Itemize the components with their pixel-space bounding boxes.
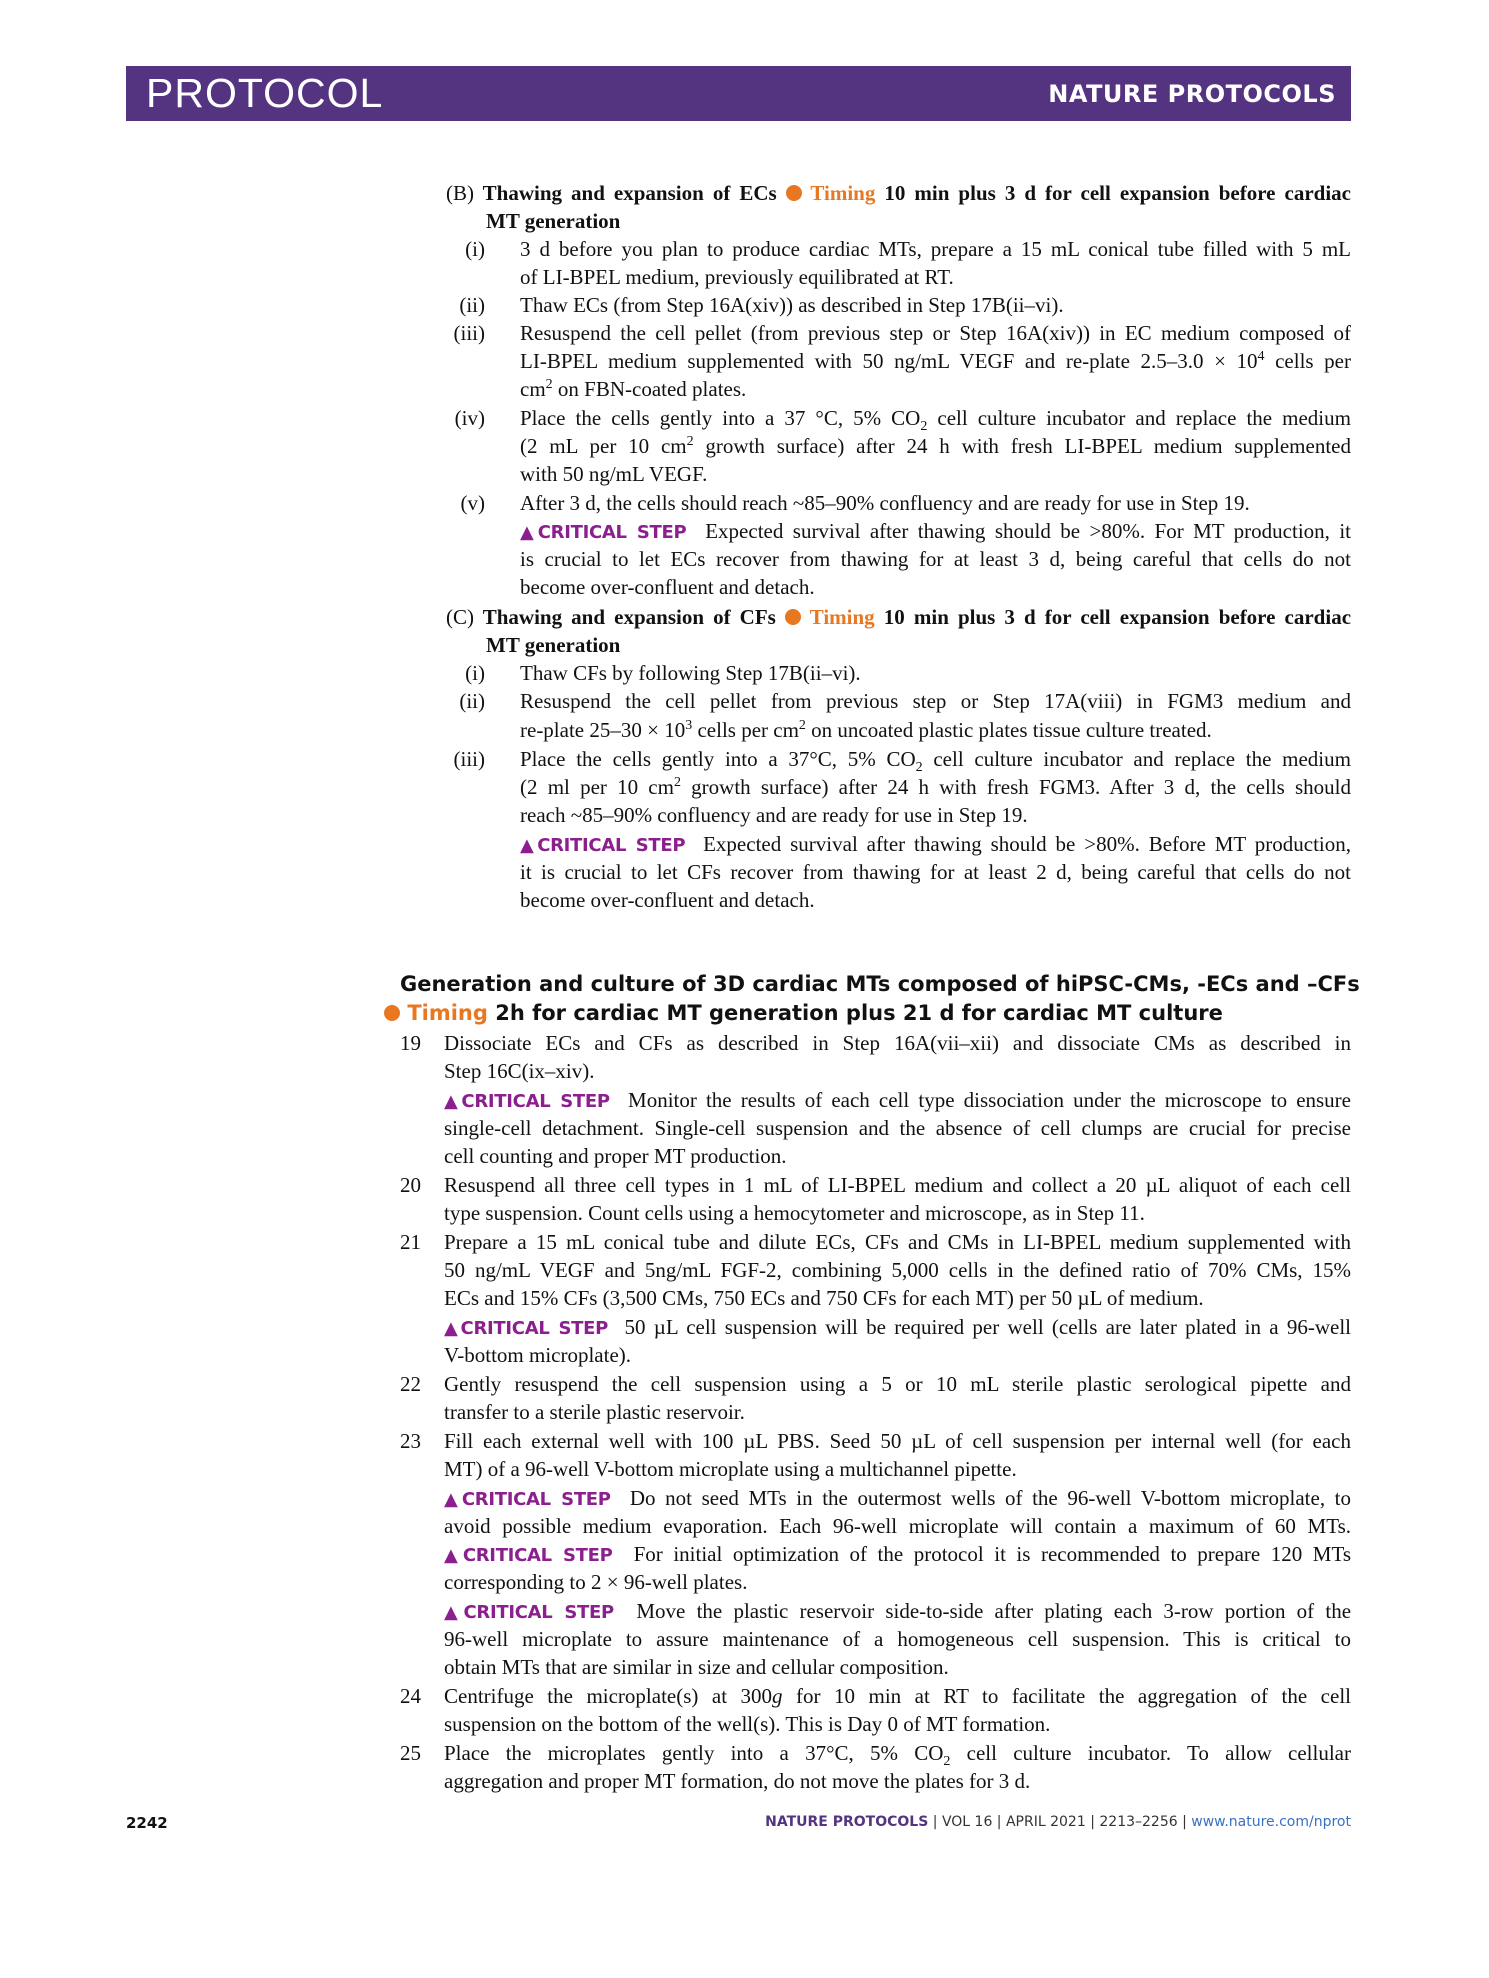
critical-step-line: ▲CRITICAL STEP Do not seed MTs in the outermost wells of the 96-well V-bottom microplate, to — [444, 1486, 1352, 1510]
step-line: 50 ng/mL VEGF and 5ng/mL FGF-2, combining 5,000 cells in the defined ratio of 70% CMs, 15% — [444, 1258, 1351, 1282]
step-line: become over-confluent and detach. — [520, 575, 815, 599]
timing-text: 2h for cardiac MT generation plus 21 d for cardiac MT culture — [495, 1001, 1223, 1025]
step-line: cell counting and proper MT production. — [444, 1144, 787, 1168]
part-title: Thawing and expansion of CFs — [482, 605, 776, 629]
step-num: (iii) — [453, 747, 485, 771]
timing-dot-icon — [785, 609, 801, 625]
footer-journal: NATURE PROTOCOLS — [765, 1814, 929, 1830]
step-num: (iv) — [454, 406, 485, 430]
step-line: become over-confluent and detach. — [520, 888, 815, 912]
timing-label: Timing — [810, 181, 876, 205]
step-line: of LI-BPEL medium, previously equilibrated at RT. — [520, 265, 954, 289]
timing-dot-icon — [786, 185, 802, 201]
step-number: 21 — [400, 1230, 421, 1254]
part-title: Thawing and expansion of ECs — [482, 181, 777, 205]
part-c-title-cont: MT generation — [486, 633, 621, 657]
step-line: (2 ml per 10 $cm^2$ growth surface) after 24 h with fresh FGM3. After 3 d, the cells should — [520, 775, 1351, 799]
part-b-title — [446, 179, 1351, 207]
section-label: PROTOCOL — [146, 70, 384, 116]
part-label: (C) — [446, 605, 474, 629]
timing-label: Timing — [809, 605, 875, 629]
timing-label: Timing — [407, 1001, 488, 1025]
step-line: LI-BPEL medium supplemented with 50 ng/mL VEGF and re-plate $2.5-3.0 \times 10^4$ cells per — [520, 349, 1351, 373]
critical-step-line: ▲CRITICAL STEP 50 µL cell suspension will be required per well (cells are later plated in a 96-well — [444, 1315, 1352, 1339]
step-line: 3 d before you plan to produce cardiac MTs, prepare a 15 mL conical tube filled with 5 mL — [520, 237, 1351, 261]
part-label: (B) — [446, 181, 474, 205]
step-line: Place the cells gently into a 37 °C, 5% $CO_2$ cell culture incubator and replace the medium — [520, 406, 1351, 435]
critical-step-label: ▲CRITICAL STEP — [444, 1489, 611, 1510]
step-line: aggregation and proper MT formation, do not move the plates for 3 d. — [444, 1769, 1031, 1793]
part-c-title — [446, 603, 1351, 631]
step-line: avoid possible medium evaporation. Each 96-well microplate will contain a maximum of 60 MTs. — [444, 1514, 1351, 1538]
section-heading: Generation and culture of 3D cardiac MTs composed of hiPSC-CMs, -ECs and –CFs — [400, 972, 1360, 996]
timing-dot-icon — [384, 1005, 400, 1021]
footer-volume: VOL 16 — [941, 1814, 993, 1830]
step-line: Prepare a 15 mL conical tube and dilute ECs, CFs and CMs in LI-BPEL medium supplemented with — [444, 1230, 1351, 1254]
section-timing — [384, 999, 1223, 1027]
step-num: (ii) — [459, 689, 485, 713]
header-banner — [126, 66, 1351, 121]
step-line: with 50 ng/mL VEGF. — [520, 462, 708, 486]
footer-url-link[interactable]: www.nature.com/nprot — [1191, 1814, 1351, 1830]
step-line: Dissociate ECs and CFs as described in Step 16A(vii–xii) and dissociate CMs as described in — [444, 1031, 1351, 1055]
step-line: MT) of a 96-well V-bottom microplate using a multichannel pipette. — [444, 1457, 1017, 1481]
critical-step-line: ▲CRITICAL STEP Expected survival after thawing should be >80%. Before MT production, — [520, 832, 1352, 856]
step-line: Gently resuspend the cell suspension using a 5 or 10 mL sterile plastic serological pipette and — [444, 1372, 1351, 1396]
step-line: re-plate $25-30 \times 10^3$ cells per $cm^2$ on uncoated plastic plates tissue culture treated. — [520, 718, 1212, 742]
step-line: single-cell detachment. Single-cell suspension and the absence of cell clumps are crucial for precise — [444, 1116, 1351, 1140]
step-line: type suspension. Count cells using a hemocytometer and microscope, as in Step 11. — [444, 1201, 1145, 1225]
step-line: Thaw ECs (from Step 16A(xiv)) as described in Step 17B(ii–vi). — [520, 293, 1064, 317]
step-line: transfer to a sterile plastic reservoir. — [444, 1400, 745, 1424]
step-line: Resuspend the cell pellet from previous step or Step 17A(viii) in FGM3 medium and — [520, 689, 1351, 713]
timing-text: 10 min plus 3 d for cell expansion before cardiac — [883, 605, 1352, 629]
step-line: Place the microplates gently into a 37°C, 5% $CO_2$ cell culture incubator. To allow cellular — [444, 1741, 1351, 1770]
critical-step-line: ▲CRITICAL STEP Expected survival after thawing should be >80%. For MT production, it — [520, 519, 1351, 543]
critical-step-line: ▲CRITICAL STEP Monitor the results of each cell type dissociation under the microscope to ensure — [444, 1088, 1351, 1112]
step-line: (2 mL per 10 $cm^2$ growth surface) after 24 h with fresh LI-BPEL medium supplemented — [520, 434, 1351, 458]
step-line: Step 16C(ix–xiv). — [444, 1059, 595, 1083]
step-num: (iii) — [453, 321, 485, 345]
critical-step-label: ▲CRITICAL STEP — [520, 835, 686, 856]
critical-step-label: ▲CRITICAL STEP — [444, 1602, 614, 1623]
step-number: 22 — [400, 1372, 421, 1396]
step-line: it is crucial to let CFs recover from thawing for at least 2 d, being careful that cells do not — [520, 860, 1351, 884]
critical-step-label: ▲CRITICAL STEP — [520, 522, 687, 543]
part-b-title-cont: MT generation — [486, 209, 621, 233]
step-number: 20 — [400, 1173, 421, 1197]
step-line: 96-well microplate to assure maintenance of a homogeneous cell suspension. This is critical to — [444, 1627, 1351, 1651]
step-line: corresponding to 2 × 96-well plates. — [444, 1570, 748, 1594]
step-number: 23 — [400, 1429, 421, 1453]
timing-text: 10 min plus 3 d for cell expansion before cardiac — [884, 181, 1351, 205]
critical-step-line: ▲CRITICAL STEP For initial optimization of the protocol it is recommended to prepare 120 MTs — [444, 1542, 1352, 1566]
page-number: 2242 — [126, 1814, 168, 1832]
step-line: is crucial to let ECs recover from thawing for at least 3 d, being careful that cells do not — [520, 547, 1351, 571]
step-line: Centrifuge the microplate(s) at 300g for 10 min at RT to facilitate the aggregation of the cell — [444, 1684, 1351, 1708]
step-num: (v) — [460, 491, 485, 515]
journal-name: NATURE PROTOCOLS — [1048, 80, 1336, 108]
step-num: (i) — [465, 661, 485, 685]
footer-citation: NATURE PROTOCOLS | VOL 16 | APRIL 2021 | 2213–2256 | www.nature.com/nprot — [765, 1814, 1351, 1830]
step-line: $cm^2$ on FBN-coated plates. — [520, 377, 747, 401]
step-line: Thaw CFs by following Step 17B(ii–vi). — [520, 661, 861, 685]
critical-step-label: ▲CRITICAL STEP — [444, 1545, 613, 1566]
step-line: Place the cells gently into a 37°C, 5% $CO_2$ cell culture incubator and replace the medium — [520, 747, 1351, 776]
step-line: After 3 d, the cells should reach ~85–90% confluency and are ready for use in Step 19. — [520, 491, 1250, 515]
step-num: (ii) — [459, 293, 485, 317]
step-line: Resuspend all three cell types in 1 mL of LI-BPEL medium and collect a 20 µL aliquot of each cell — [444, 1173, 1351, 1197]
step-line: V-bottom microplate). — [444, 1343, 632, 1367]
footer-date: APRIL 2021 — [1005, 1814, 1086, 1830]
step-line: Fill each external well with 100 µL PBS. Seed 50 µL of cell suspension per internal well (for each — [444, 1429, 1351, 1453]
step-line: ECs and 15% CFs (3,500 CMs, 750 ECs and 750 CFs for each MT) per 50 µL of medium. — [444, 1286, 1204, 1310]
step-number: 19 — [400, 1031, 421, 1055]
step-line: reach ~85–90% confluency and are ready for use in Step 19. — [520, 803, 1028, 827]
step-number: 24 — [400, 1684, 421, 1708]
step-line: suspension on the bottom of the well(s). This is Day 0 of MT formation. — [444, 1712, 1051, 1736]
footer-pages: 2213–2256 — [1099, 1814, 1178, 1830]
critical-step-label: ▲CRITICAL STEP — [444, 1091, 610, 1112]
step-num: (i) — [465, 237, 485, 261]
step-line: obtain MTs that are similar in size and cellular composition. — [444, 1655, 949, 1679]
critical-step-label: ▲CRITICAL STEP — [444, 1318, 609, 1339]
critical-step-line: ▲CRITICAL STEP Move the plastic reservoir side-to-side after plating each 3-row portion of the — [444, 1599, 1352, 1623]
step-number: 25 — [400, 1741, 421, 1765]
step-line: Resuspend the cell pellet (from previous step or Step 16A(xiv)) in EC medium composed of — [520, 321, 1351, 345]
